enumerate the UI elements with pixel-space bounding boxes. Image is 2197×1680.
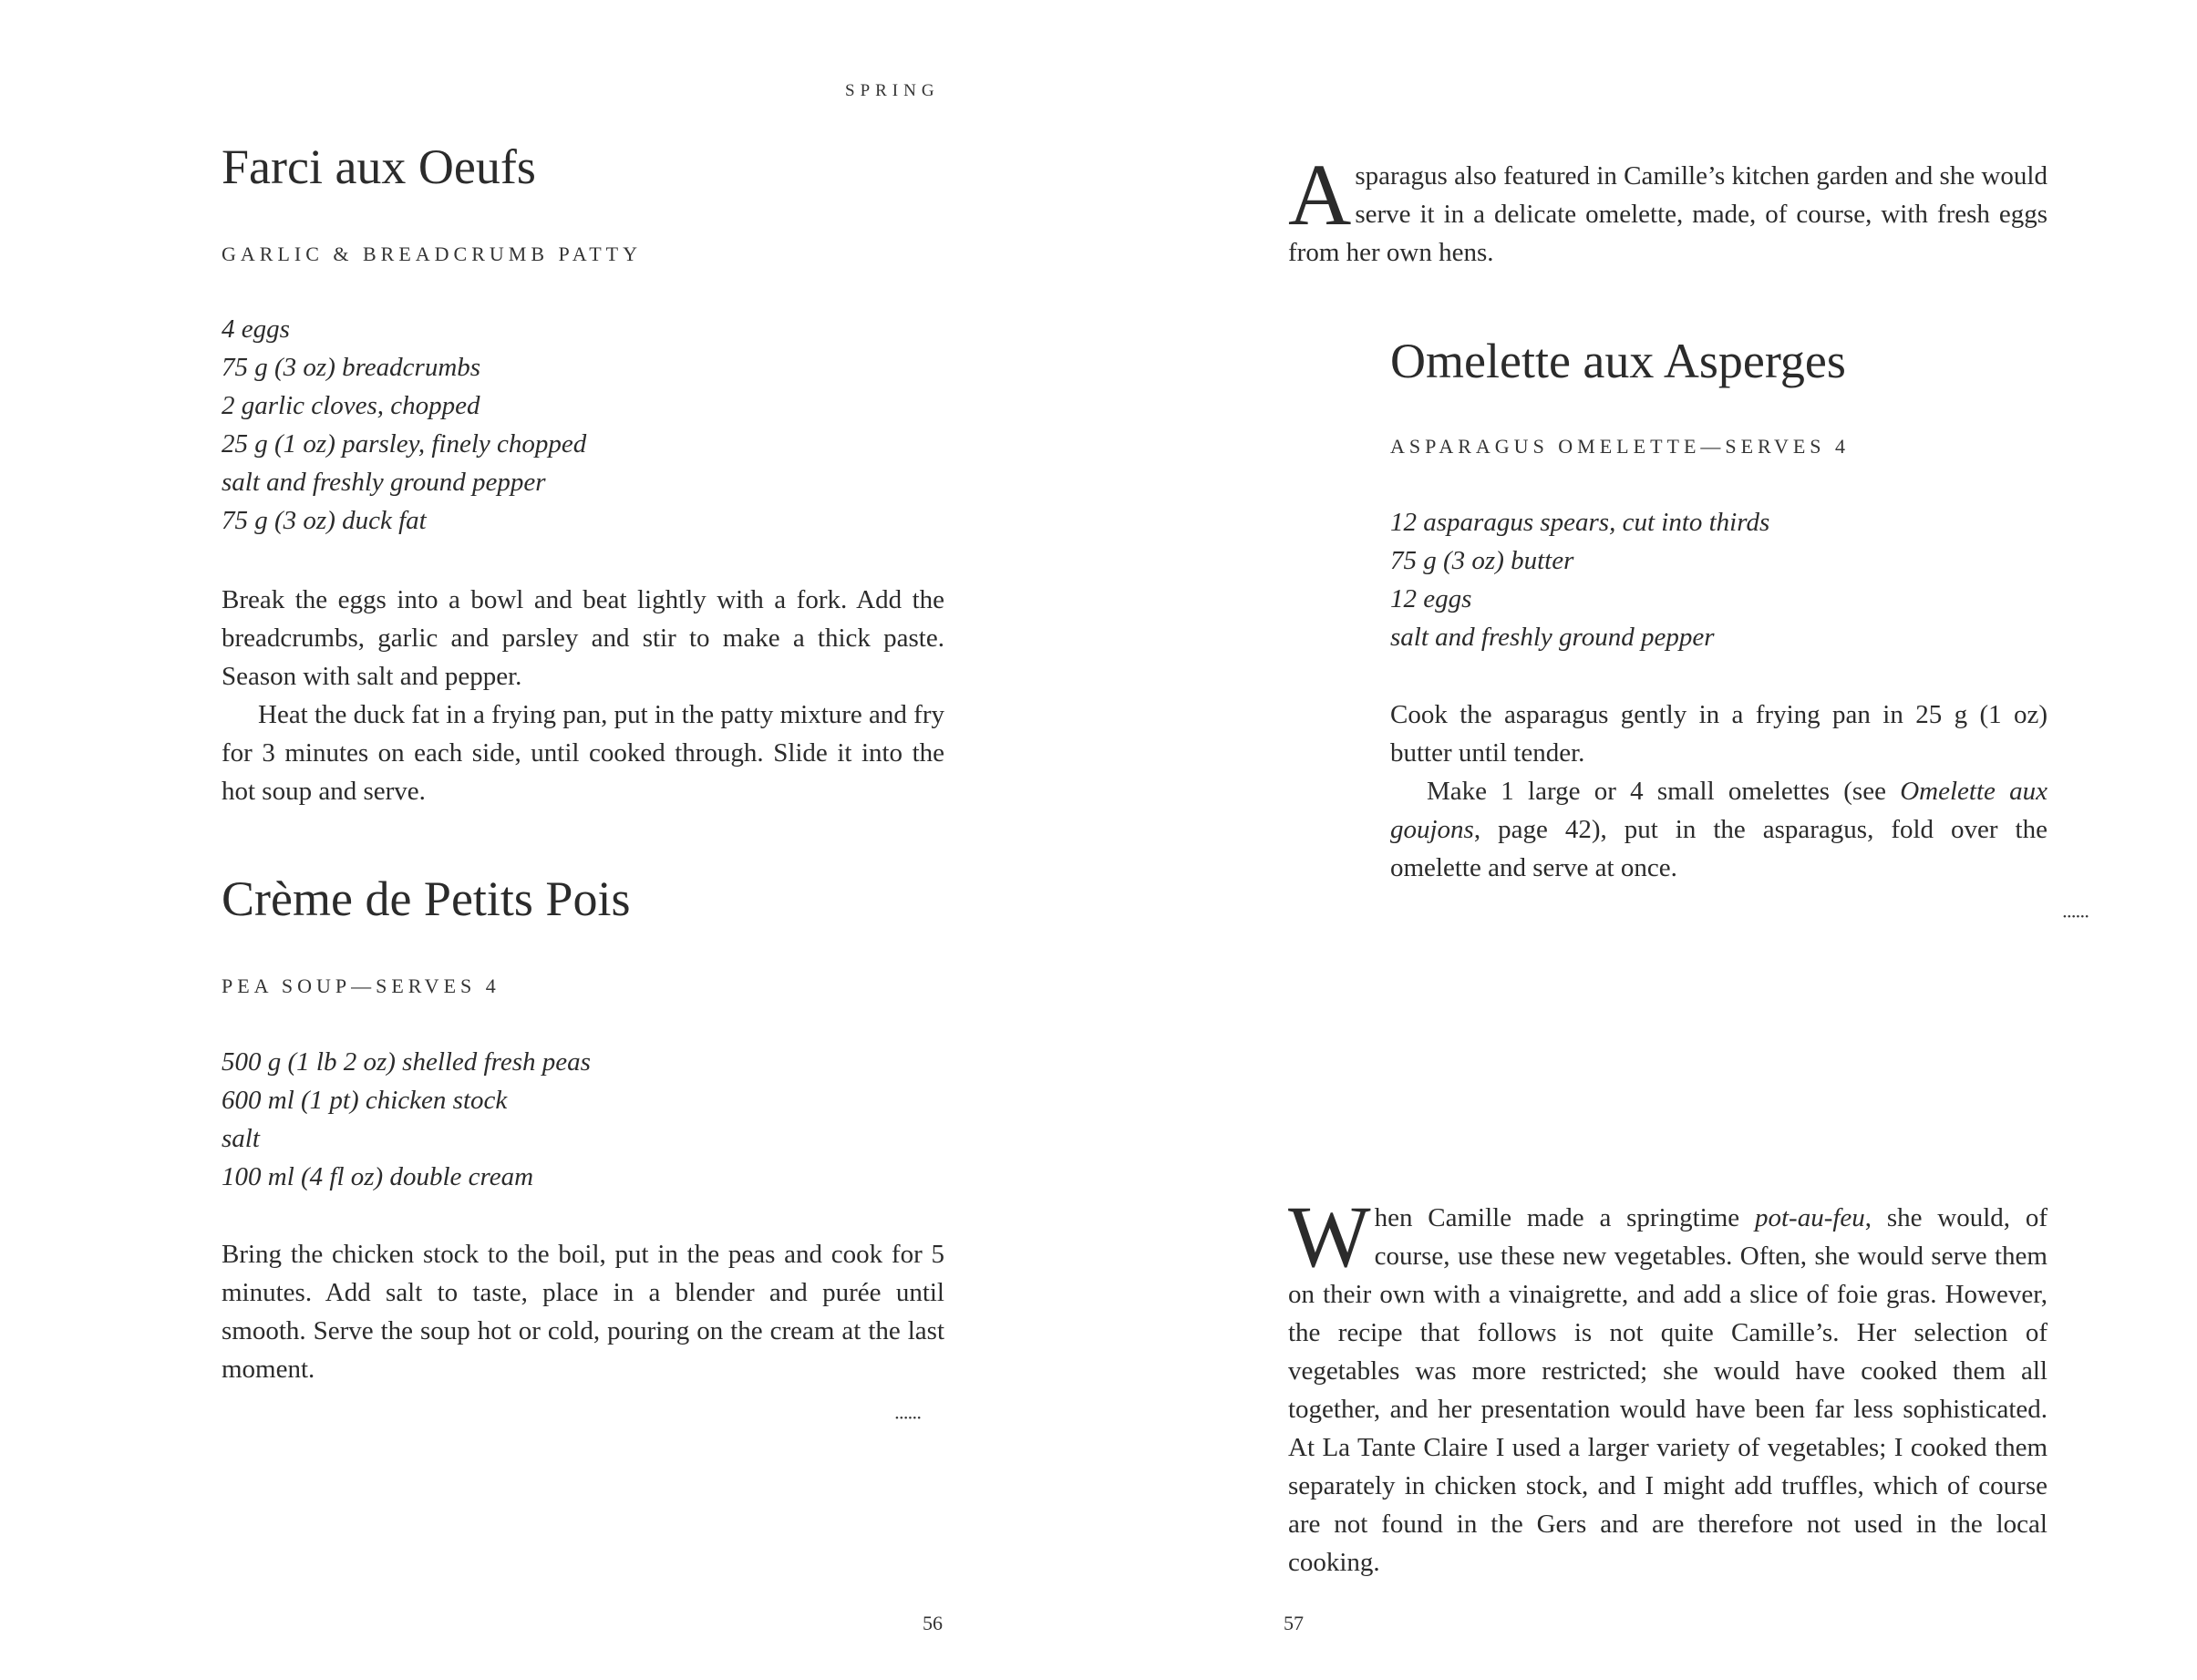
right-page	[1098, 0, 2197, 1680]
method-text: Make 1 large or 4 small omelettes (see	[1427, 777, 1901, 806]
ingredient-item: salt	[222, 1124, 260, 1153]
drop-cap: W	[1288, 1188, 1371, 1285]
essay-text: hen Camille made a springtime	[1374, 1203, 1755, 1232]
ingredient-item: 75 g (3 oz) butter	[1390, 546, 1574, 575]
recipe-title-farci: Farci aux Oeufs	[222, 139, 536, 194]
recipe-subtitle-creme: PEA SOUP—SERVES 4	[222, 974, 500, 997]
page-number: 56	[923, 1612, 943, 1634]
ingredient-item: 75 g (3 oz) breadcrumbs	[222, 353, 481, 382]
essay-paragraph	[1288, 1188, 2047, 1582]
ingredient-item: 25 g (1 oz) parsley, finely chopped	[222, 429, 587, 459]
ingredient-item: salt and freshly ground pepper	[222, 468, 546, 497]
recipe-title-creme: Crème de Petits Pois	[222, 871, 631, 926]
intro-paragraph	[1288, 146, 2047, 272]
method-paragraph: Cook the asparagus gently in a frying pan in 25 g (1 oz) butter until tender.	[1390, 700, 2047, 768]
essay-text: , she would, of course, use these new vegetables. Often, she would serve them on their own with a vinaigrette, and add a slice of foie gras. However, the recipe that follows is not quite Camille’s. Her selection of vegetables was more restricted; she would have cooked them all together, and her presentation would have been far less sophisticated. At La Tante Claire I used a larger variety of vegetables; I cooked them separately in chicken stock, and I might add truffles, which of course are not found in the Gers and are therefore not used in the local cooking.	[1288, 1203, 2047, 1577]
page-number: 57	[1284, 1612, 1304, 1634]
method-paragraph	[1390, 772, 2047, 887]
method-paragraph: Bring the chicken stock to the boil, put in the peas and cook for 5 minutes. Add salt to taste, place in a blender and purée until smooth. Serve the soup hot or cold, pouring on the cream at the last moment.	[222, 1240, 944, 1384]
recipe-subtitle-omelette: ASPARAGUS OMELETTE—SERVES 4	[1390, 435, 1851, 458]
ingredient-item: salt and freshly ground pepper	[1390, 623, 1715, 652]
method-paragraph: Heat the duck fat in a frying pan, put in the patty mixture and fry for 3 minutes on each side, until cooked through. Slide it into the hot soup and serve.	[222, 700, 944, 806]
ingredient-item: 4 eggs	[222, 314, 290, 344]
ingredient-item: 12 asparagus spears, cut into thirds	[1390, 508, 1770, 537]
intro-text: sparagus also featured in Camille’s kitchen garden and she would serve it in a delicate omelette, made, of course, with fresh eggs from her own hens.	[1288, 161, 2047, 267]
essay-italic: pot-au-feu	[1754, 1203, 1865, 1232]
ingredient-list-omelette	[1390, 503, 1769, 656]
method-text: , page 42), put in the asparagus, fold over the omelette and serve at once.	[1390, 815, 2047, 882]
recipe-title-omelette: Omelette aux Asperges	[1390, 334, 1846, 388]
ingredient-item: 600 ml (1 pt) chicken stock	[222, 1086, 508, 1115]
section-ornament: ••••••	[2063, 912, 2090, 922]
drop-cap: A	[1288, 146, 1352, 243]
ingredient-item: 12 eggs	[1390, 584, 1472, 613]
ingredient-item: 100 ml (4 fl oz) double cream	[222, 1162, 534, 1191]
ingredient-item: 2 garlic cloves, chopped	[222, 391, 480, 420]
section-ornament: ••••••	[895, 1413, 923, 1424]
ingredient-list-farci	[222, 310, 586, 540]
cross-reference: Omelette aux goujons	[1390, 777, 2048, 844]
ingredient-item: 500 g (1 lb 2 oz) shelled fresh peas	[222, 1047, 591, 1077]
ingredient-item: 75 g (3 oz) duck fat	[222, 506, 427, 535]
left-page	[0, 0, 1098, 1680]
running-head: SPRING	[845, 81, 940, 100]
ingredient-list-creme	[222, 1043, 591, 1196]
method-paragraph: Break the eggs into a bowl and beat lightly with a fork. Add the breadcrumbs, garlic and parsley and stir to make a thick paste. Season with salt and pepper.	[222, 585, 944, 691]
recipe-subtitle-farci: GARLIC & BREADCRUMB PATTY	[222, 242, 642, 265]
